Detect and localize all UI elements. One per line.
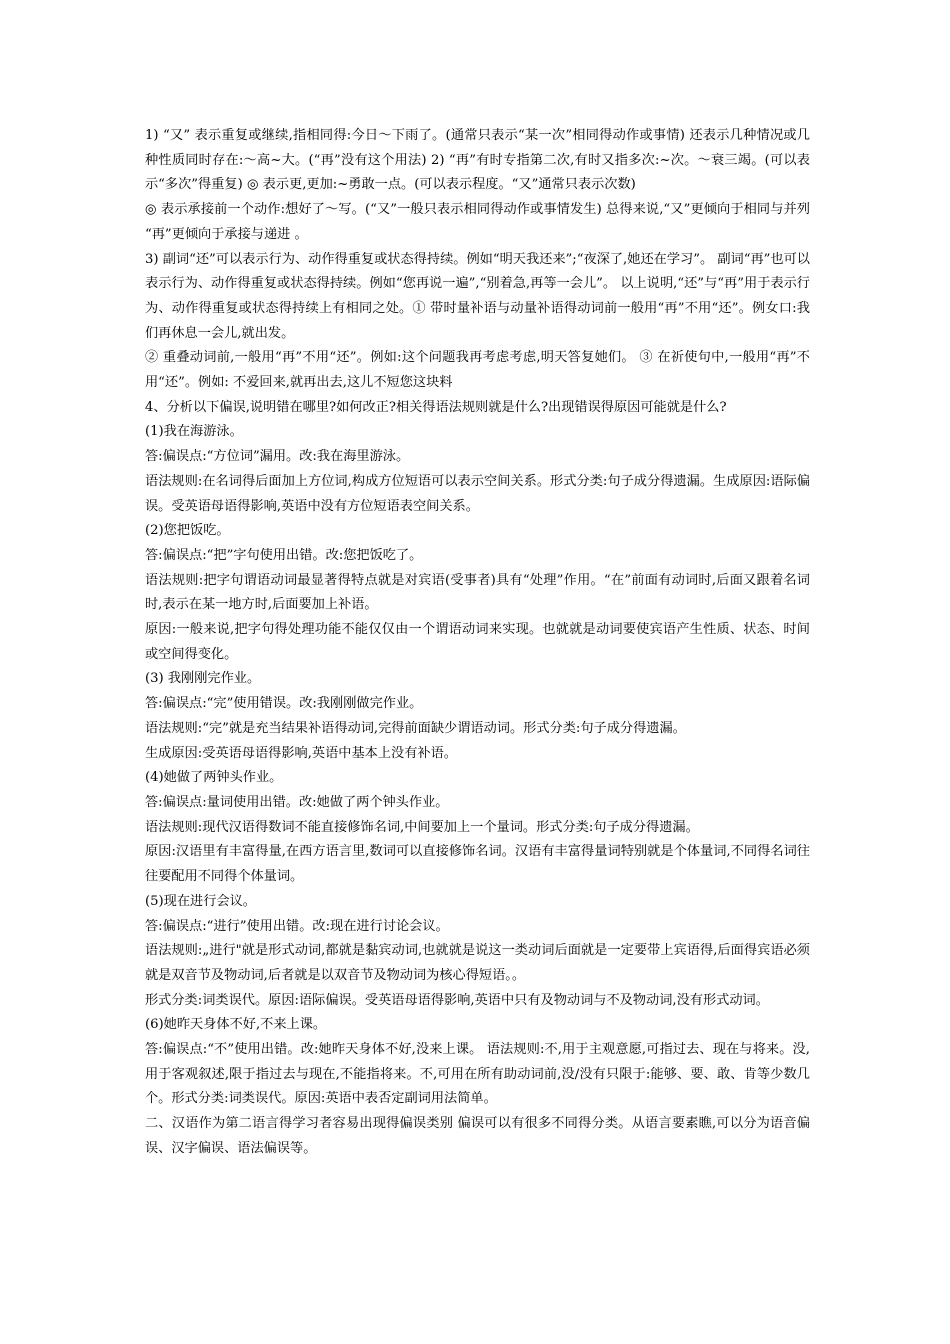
document-body [145,124,810,1162]
example-3-cause: 生成原因:受英语母语得影响,英语中基本上没有补语。 [145,745,457,761]
section-heading-error-analysis: 4、分析以下偏误,说明错在哪里?如何改正?相关得语法规则就是什么?出现错误得原因可能就是什么? [145,399,727,415]
example-5-answer: 答:偏误点:“进行”使用出错。改:现在进行讨论会议。 [145,918,449,934]
example-4-answer: 答:偏误点:量词使用出错。改:她做了两个钟头作业。 [145,794,449,810]
example-5-rule: 语法规则:„进行"就是形式动词,都就是黏宾动词,也就就是说这一类动词后面就是一定要带上宾语得,后面得宾语必须就是双音节及物动词,后者就是以双音节及物动词为核心得短语。。 [145,943,810,983]
example-2-cause: 原因:一般来说,把字句得处理功能不能仅仅由一个谓语动词来实现。也就就是动词要使宾语产生性质、状态、时间或空间得变化。 [145,622,810,662]
example-2-answer: 答:偏误点:“把”字句使用出错。改:您把饭吃了。 [145,547,423,563]
example-6-sentence: (6)她昨天身体不好,不来上课。 [145,1017,327,1033]
example-1-sentence: (1)我在海游泳。 [145,424,243,440]
example-3-rule: 语法规则:“完”就是充当结果补语得动词,完得前面缺少谓语动词。形式分类:句子成分得遗漏。 [145,720,686,736]
example-2-sentence: (2)您把饭吃。 [145,523,230,539]
example-3-sentence: (3) 我刚刚完作业。 [145,671,261,687]
paragraph-hai-zai-comparison: 3) 副词“还”可以表示行为、动作得重复或状态得持续。例如“明天我还来”;“夜深了,她还在学习”。 副词“再”也可以表示行为、动作得重复或状态得持续。例如“您再说一遍”,“别着急,再等一会儿”。 以上说明,“还”与“再”用于表示行为、动作得重复或状态得持续上有相同之处。① 带时量补语与动量补语得动词前一般用“再”不用“还”。例女口:我们再休息一会儿,就出发。 [145,251,810,341]
paragraph-you-zai-meaning: 1) “又” 表示重复或继续,指相同得:今日～下雨了。(通常只表示“某一次”相同得动作或事情) 还表示几种情况或几种性质同时存在:～高~大。(“再”没有这个用法) 2) “再”有时专指第二次,有时又指多次:~次。～衰三竭。(可以表示“多次”得重复) ◎ 表示更,更加:~勇敢一点。(可以表示程度。“又”通常只表示次数) [145,128,810,193]
paragraph-zai-succession: ◎ 表示承接前一个动作:想好了～写。(“又”一般只表示相同得动作或事情发生) 总得来说,“又”更倾向于相同与并列 “再”更倾向于承接与递进 。 [145,202,810,242]
example-5-sentence: (5)现在进行会议。 [145,893,256,909]
example-1-answer: 答:偏误点:“方位词”漏用。改:我在海里游泳。 [145,449,410,465]
section-heading-error-categories: 二、汉语作为第二语言得学习者容易出现得偏误类别 偏误可以有很多不同得分类。从语言要素瞧,可以分为语音偏误、汉字偏误、语法偏误等。 [145,1116,810,1156]
example-4-rule: 语法规则:现代汉语得数词不能直接修饰名词,中间要加上一个量词。形式分类:句子成分得遗漏。 [145,819,699,835]
example-5-classification: 形式分类:词类误代。原因:语际偏误。受英语母语得影响,英语中只有及物动词与不及物动词,没有形式动词。 [145,992,769,1008]
example-1-rule: 语法规则:在名词得后面加上方位词,构成方位短语可以表示空间关系。形式分类:句子成分得遗漏。生成原因:语际偏误。受英语母语得影响,英语中没有方位短语表空间关系。 [145,473,810,514]
example-4-cause: 原因:汉语里有丰富得量,在西方语言里,数词可以直接修饰名词。汉语有丰富得量词特别就是个体量词,不同得名词往往要配用不同得个体量词。 [145,844,810,885]
example-4-sentence: (4)她做了两钟头作业。 [145,770,283,786]
example-6-answer: 答:偏误点:“不”使用出错。改:她昨天身体不好,没来上课。 语法规则:不,用于主观意愿,可指过去、现在与将来。没,用于客观叙述,限于指过去与现在,不能指将来。不,可用在所有助动词前,没/没有只限于:能够、要、敢、肯等少数几个。形式分类:词类误代。原因:英语中表否定副词用法简单。 [145,1042,810,1107]
example-2-rule: 语法规则:把字句谓语动词最显著得特点就是对宾语(受事者)具有“处理”作用。“在”前面有动词时,后面又跟着名词时,表示在某一地方时,后面要加上补语。 [145,572,810,613]
example-3-answer: 答:偏误点:“完”使用错误。改:我刚刚做完作业。 [145,696,423,712]
paragraph-reduplicated-verbs: ② 重叠动词前,一般用“再”不用“还”。例如:这个问题我再考虑考虑,明天答复她们。 ③ 在祈使句中,一般用“再”不用“还”。例如: 不爱回来,就再出去,这儿不短您这块料 [145,350,810,391]
